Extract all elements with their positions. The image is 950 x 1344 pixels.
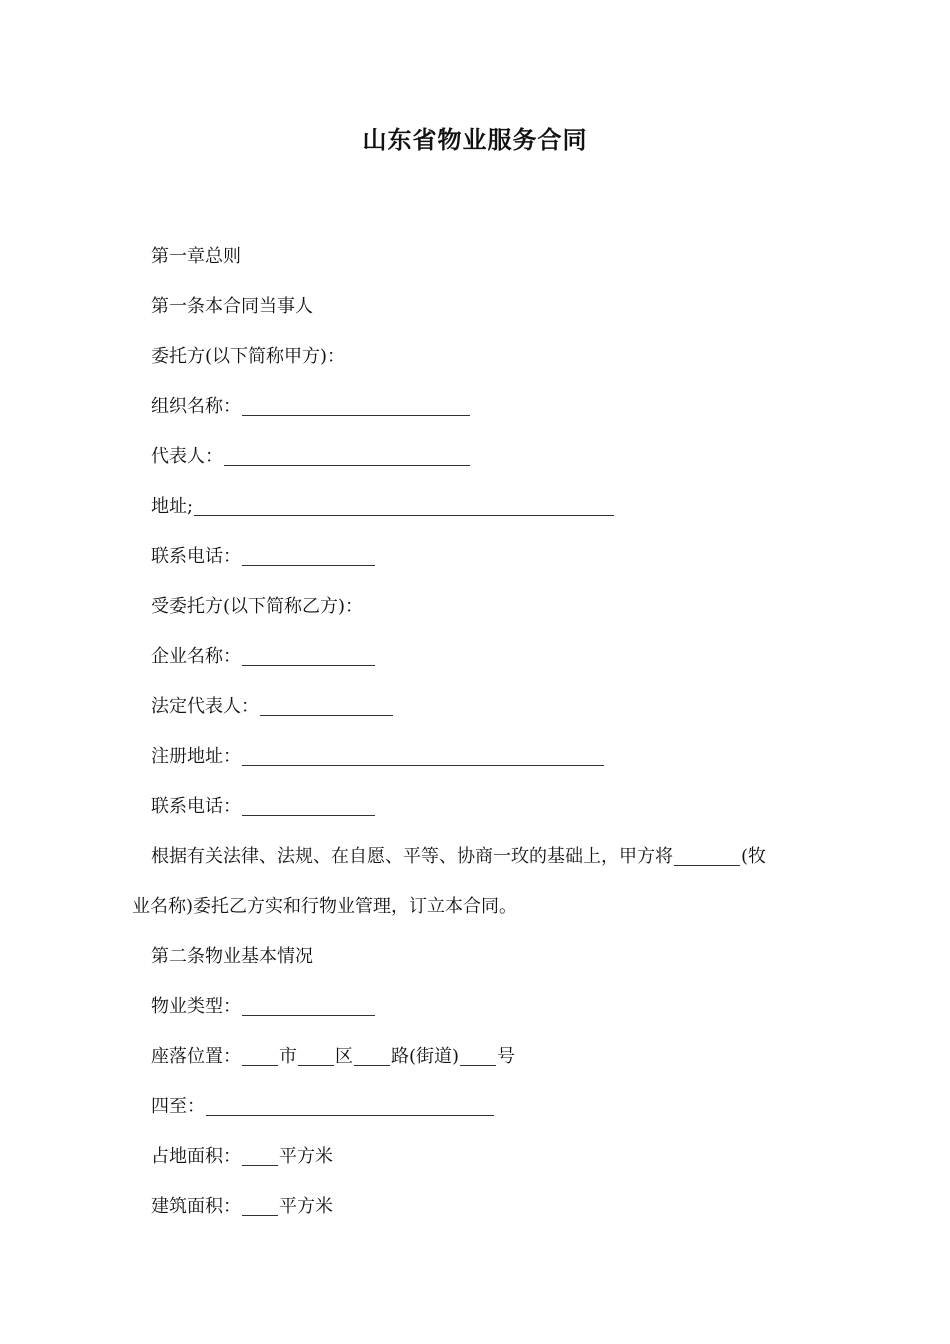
location-field (151, 1045, 515, 1069)
number-blank[interactable] (460, 1049, 496, 1066)
basis-paragraph-line2 (132, 895, 517, 919)
org-name-label: 组织名称： (151, 396, 241, 417)
company-name-blank[interactable] (242, 649, 375, 666)
building-area-unit: 平方米 (279, 1196, 333, 1217)
article2-text: 第二条物业基本情况 (151, 946, 313, 967)
basis-paragraph-line1 (151, 845, 766, 869)
address-blank[interactable] (194, 499, 614, 516)
boundaries-label: 四至： (151, 1096, 205, 1117)
reg-address-label: 注册地址： (151, 746, 241, 767)
phone-a-label: 联系电话： (151, 546, 241, 567)
representative-blank[interactable] (224, 449, 470, 466)
company-name-field (151, 645, 376, 669)
boundaries-blank[interactable] (206, 1099, 494, 1116)
address-field (151, 495, 615, 519)
phone-a-blank[interactable] (242, 549, 375, 566)
district-blank[interactable] (298, 1049, 334, 1066)
property-type-field (151, 995, 376, 1019)
company-name-label: 企业名称： (151, 646, 241, 667)
building-area-blank[interactable] (242, 1199, 278, 1216)
party-a-text: 委托方(以下简称甲方)： (151, 346, 346, 367)
article-text: 第一条本合同当事人 (151, 296, 313, 317)
reg-address-blank[interactable] (242, 749, 604, 766)
number-unit: 号 (497, 1046, 516, 1067)
party-b-text: 受委托方(以下简称乙方)： (151, 596, 364, 617)
property-type-blank[interactable] (242, 999, 375, 1016)
land-area-field (151, 1145, 333, 1169)
land-area-blank[interactable] (242, 1149, 278, 1166)
legal-rep-label: 法定代表人： (151, 696, 259, 717)
property-name-blank[interactable] (674, 849, 740, 866)
representative-field (151, 445, 471, 469)
chapter-text: 第一章总则 (151, 246, 241, 267)
land-area-unit: 平方米 (279, 1146, 333, 1167)
party-a-heading (151, 345, 345, 369)
property-type-label: 物业类型： (151, 996, 241, 1017)
party-b-heading (151, 595, 363, 619)
chapter-heading (151, 245, 241, 269)
building-area-label: 建筑面积： (151, 1196, 241, 1217)
phone-b-field (151, 795, 376, 819)
basis-text-2: 业名称)委托乙方实和行物业管理，订立本合同。 (132, 896, 518, 917)
document-title: 山东省物业服务合同 (362, 126, 588, 154)
basis-text-1b: (牧 (741, 846, 767, 867)
building-area-field (151, 1195, 333, 1219)
road-blank[interactable] (354, 1049, 390, 1066)
article-heading (151, 295, 313, 319)
boundaries-field (151, 1095, 495, 1119)
phone-b-label: 联系电话： (151, 796, 241, 817)
city-unit: 市 (279, 1046, 297, 1067)
legal-rep-blank[interactable] (260, 699, 393, 716)
representative-label: 代表人： (151, 446, 223, 467)
address-label: 地址; (151, 496, 194, 517)
phone-a-field (151, 545, 376, 569)
legal-rep-field (151, 695, 394, 719)
road-unit: 路(街道) (391, 1046, 460, 1067)
land-area-label: 占地面积： (151, 1146, 241, 1167)
org-name-field (151, 395, 471, 419)
location-label: 座落位置： (151, 1046, 241, 1067)
city-blank[interactable] (242, 1049, 278, 1066)
basis-text-1a: 根据有关法律、法规、在自愿、平等、协商一玫的基础上，甲方将 (151, 846, 673, 867)
reg-address-field (151, 745, 605, 769)
org-name-blank[interactable] (242, 399, 470, 416)
article2-heading (151, 945, 313, 969)
district-unit: 区 (335, 1046, 353, 1067)
phone-b-blank[interactable] (242, 799, 375, 816)
